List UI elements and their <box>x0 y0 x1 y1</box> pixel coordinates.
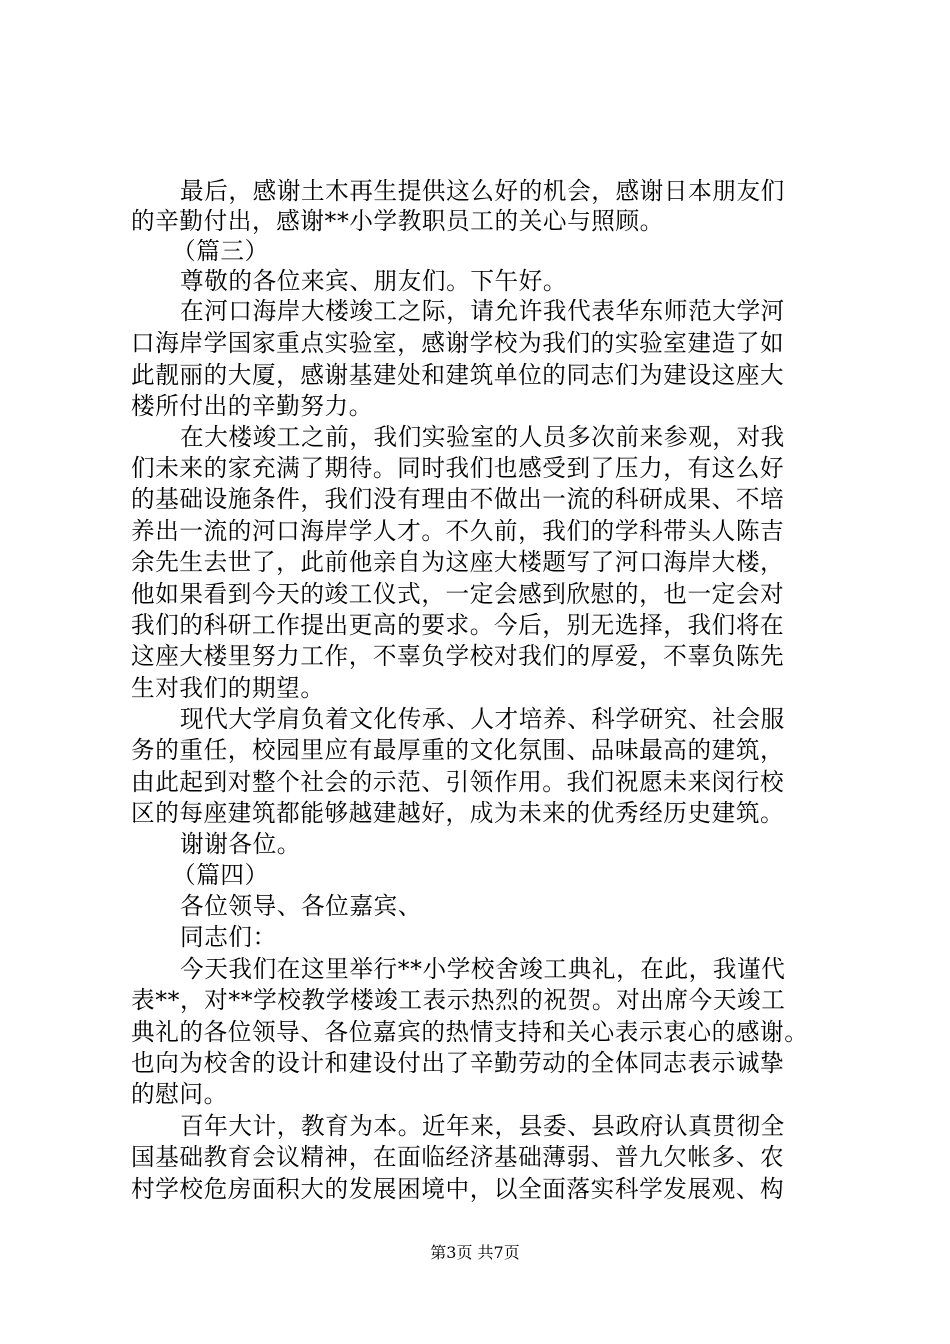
paragraph-line: 他如果看到今天的竣工仪式，一定会感到欣慰的，也一定会对 <box>131 580 785 608</box>
paragraph-line: 也向为校舍的设计和建设付出了辛勤劳动的全体同志表示诚挚 <box>131 1049 785 1077</box>
paragraph-line: 余先生去世了，此前他亲自为这座大楼题写了河口海岸大楼， <box>131 548 785 576</box>
paragraph-line: 表**，对**学校教学楼竣工表示热烈的祝贺。对出席今天竣工 <box>131 986 786 1014</box>
paragraph-line: 村学校危房面积大的发展困境中，以全面落实科学发展观、构 <box>131 1175 785 1203</box>
paragraph-line: 此靓丽的大厦，感谢基建处和建筑单位的同志们为建设这座大 <box>131 361 785 389</box>
paragraph-line: 我们的科研工作提出更高的要求。今后，别无选择，我们将在 <box>131 611 785 639</box>
paragraph-line: 典礼的各位领导、各位嘉宾的热情支持和关心表示衷心的感谢。 <box>131 1018 809 1046</box>
section-heading: （篇四） <box>172 861 269 889</box>
paragraph-line: 各位领导、各位嘉宾、 <box>180 892 422 920</box>
paragraph-line: 的辛勤付出，感谢**小学教职员工的关心与照顾。 <box>131 207 664 235</box>
paragraph-line: 的慰问。 <box>131 1080 228 1108</box>
paragraph-line: 在大楼竣工之前，我们实验室的人员多次前来参观，对我 <box>180 423 785 451</box>
paragraph-line: 生对我们的期望。 <box>131 674 325 702</box>
paragraph-line: 养出一流的河口海岸学人才。不久前，我们的学科带头人陈吉 <box>131 517 785 545</box>
paragraph-line: 区的每座建筑都能够越建越好，成为未来的优秀经历史建筑。 <box>131 799 785 827</box>
paragraph-line: 尊敬的各位来宾、朋友们。下午好。 <box>180 267 568 295</box>
paragraph-line: 百年大计，教育为本。近年来，县委、县政府认真贯彻全 <box>180 1112 785 1140</box>
paragraph-line: 国基础教育会议精神，在面临经济基础薄弱、普九欠帐多、农 <box>131 1143 785 1171</box>
paragraph-line: 务的重任，校园里应有最厚重的文化氛围、品味最高的建筑， <box>131 736 785 764</box>
page-footer: 第3页 共7页 <box>430 1243 520 1262</box>
paragraph-line: 今天我们在这里举行**小学校舍竣工典礼，在此，我谨代 <box>180 955 786 983</box>
paragraph-line: 在河口海岸大楼竣工之际，请允许我代表华东师范大学河 <box>180 297 785 325</box>
paragraph-line: 由此起到对整个社会的示范、引领作用。我们祝愿未来闵行校 <box>131 768 785 796</box>
paragraph-line: 楼所付出的辛勤努力。 <box>131 392 373 420</box>
paragraph-line: 们未来的家充满了期待。同时我们也感受到了压力，有这么好 <box>131 454 785 482</box>
paragraph-line: 这座大楼里努力工作，不辜负学校对我们的厚爱，不辜负陈先 <box>131 642 785 670</box>
paragraph-line: 谢谢各位。 <box>180 830 301 858</box>
paragraph-line: 口海岸学国家重点实验室，感谢学校为我们的实验室建造了如 <box>131 329 785 357</box>
paragraph-line: 现代大学肩负着文化传承、人才培养、科学研究、社会服 <box>180 705 785 733</box>
section-heading: （篇三） <box>172 237 269 265</box>
paragraph-line: 同志们： <box>180 923 277 951</box>
paragraph-line: 最后，感谢土木再生提供这么好的机会，感谢日本朋友们 <box>180 177 785 205</box>
paragraph-line: 的基础设施条件，我们没有理由不做出一流的科研成果、不培 <box>131 485 785 513</box>
